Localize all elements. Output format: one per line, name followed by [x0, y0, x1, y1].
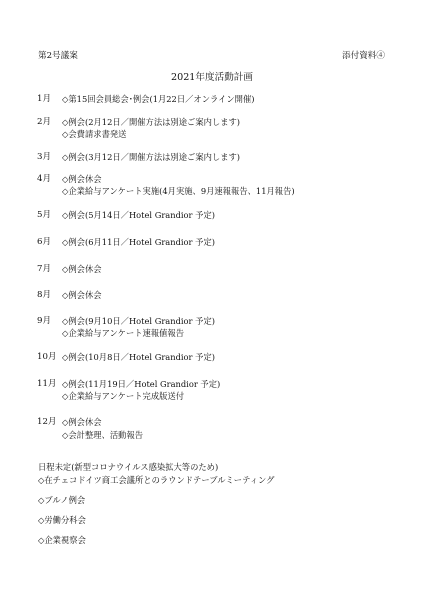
plan-item: ◇例会休会 [62, 174, 102, 184]
plan-item: ◇例会(2月12日／開催方法は別途ご案内します) [62, 117, 241, 127]
plan-item: ◇企業給与アンケート速報値報告 [62, 328, 185, 338]
plan-item: ◇企業給与アンケート完成版送付 [62, 391, 185, 401]
agenda-number: 第2号議案 [38, 51, 78, 61]
month-label-jul: 7月 [37, 264, 52, 274]
month-label-mar: 3月 [37, 152, 52, 162]
month-label-oct: 10月 [37, 352, 57, 362]
plan-item: ◇第15回会員総会･例会(1月22日／オンライン開催) [62, 94, 255, 104]
undecided-note: 日程未定(新型コロナウイルス感染拡大等のため) [38, 462, 219, 472]
undecided-item: ◇在チェコドイツ商工会議所とのラウンドテーブルミーティング [38, 475, 275, 485]
plan-item: ◇例会(10月8日／Hotel Grandior 予定) [62, 352, 215, 362]
month-label-dec: 12月 [37, 417, 57, 427]
plan-item: ◇例会(11月19日／Hotel Grandior 予定) [62, 379, 221, 389]
plan-item: ◇例会(5月14日／Hotel Grandior 予定) [62, 210, 215, 220]
undecided-item: ◇ブルノ例会 [38, 495, 86, 505]
plan-item: ◇企業給与アンケート実施(4月実施、9月速報報告、11月報告) [62, 186, 295, 196]
plan-item: ◇例会(9月10日／Hotel Grandior 予定) [62, 316, 215, 326]
month-label-nov: 11月 [37, 379, 57, 389]
plan-item: ◇例会休会 [62, 290, 102, 300]
month-label-may: 5月 [37, 210, 52, 220]
undecided-item: ◇労働分科会 [38, 515, 86, 525]
month-label-jun: 6月 [37, 237, 52, 247]
plan-item: ◇例会休会 [62, 264, 102, 274]
plan-item: ◇会計整理、活動報告 [62, 430, 144, 440]
plan-item: ◇例会(6月11日／Hotel Grandior 予定) [62, 237, 215, 247]
month-label-sep: 9月 [37, 316, 52, 326]
month-label-aug: 8月 [37, 290, 52, 300]
undecided-item: ◇企業視察会 [38, 535, 86, 545]
month-label-feb: 2月 [37, 117, 52, 127]
page-title: 2021年度活動計画 [171, 72, 253, 83]
month-label-apr: 4月 [37, 174, 52, 184]
plan-item: ◇会費請求書発送 [62, 129, 127, 139]
attachment-label: 添付資料④ [342, 51, 385, 61]
month-label-jan: 1月 [37, 94, 52, 104]
plan-item: ◇例会休会 [62, 417, 102, 427]
plan-item: ◇例会(3月12日／開催方法は別途ご案内します) [62, 152, 241, 162]
